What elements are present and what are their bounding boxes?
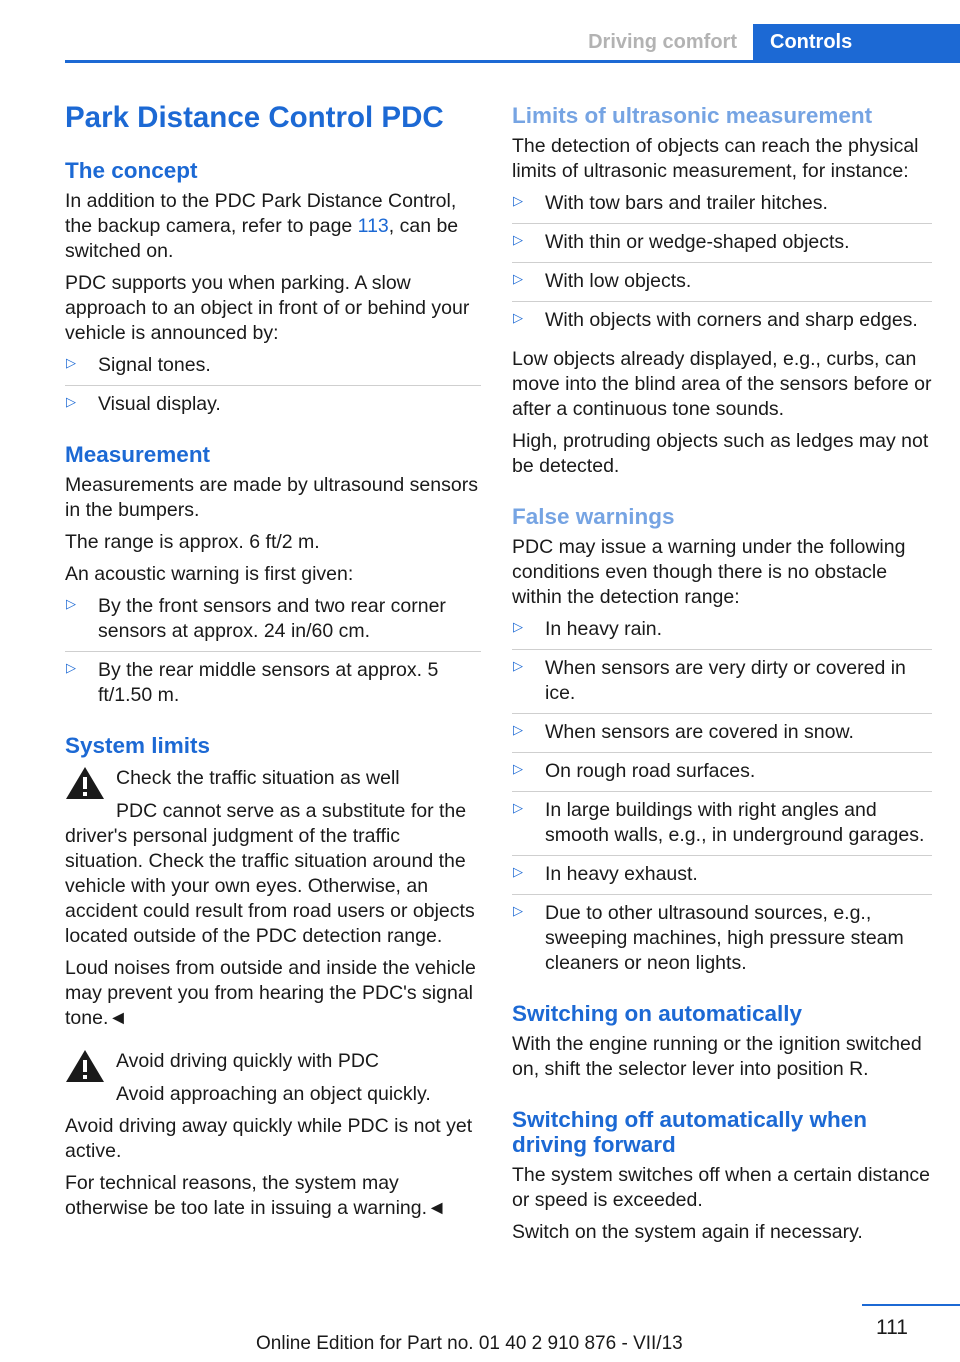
header-rule <box>65 60 960 63</box>
header-tabs <box>568 24 960 61</box>
header-section: Driving comfort <box>568 24 753 61</box>
system-limits-paragraph-2: Avoid driving away quickly while PDC is not yet active. <box>65 1115 473 1162</box>
footer-rule <box>862 1304 960 1306</box>
bullet-icon: ▷ <box>66 355 76 370</box>
limits-heading: Limits of ultrasonic measurement <box>512 103 873 128</box>
measurement-paragraph-1: Measurements are made by ultrasound sensors in the bumpers. <box>65 474 478 521</box>
limits-paragraph-1: The detection of objects can reach the physical limits of ultrasonic measurement, for instance: <box>512 135 919 182</box>
warning-block-1 <box>65 766 481 949</box>
bullet-icon: ▷ <box>513 903 523 918</box>
concept-heading: The concept <box>65 158 198 183</box>
edition-text: Online Edition for Part no. 01 40 2 910 876 - VII/13 <box>256 1333 683 1354</box>
warning-title-2: Avoid driving quickly with PDC <box>116 1050 379 1072</box>
limits-paragraph-3: High, protruding objects such as ledges may not be detected. <box>512 430 929 477</box>
switch-on-paragraph-1: With the engine running or the ignition switched on, shift the selector lever into position R. <box>512 1033 922 1080</box>
warning-block-2 <box>65 1049 481 1107</box>
bullet-icon: ▷ <box>513 193 523 208</box>
bullet-icon: ▷ <box>66 596 76 611</box>
warning-triangle-icon <box>65 766 105 800</box>
bullet-icon: ▷ <box>513 800 523 815</box>
concept-list <box>65 353 481 424</box>
switch-off-paragraph-1: The system switches off when a certain distance or speed is exceeded. <box>512 1164 931 1211</box>
page-link[interactable]: 113 <box>357 215 389 237</box>
bullet-icon: ▷ <box>66 394 76 409</box>
right-column <box>512 103 932 1252</box>
bullet-icon: ▷ <box>513 658 523 673</box>
list-item: ▷ With thin or wedge-shaped objects. <box>512 223 932 262</box>
list-item: ▷ Due to other ultrasound sources, e.g., sweeping machines, high pressure steam cleaners or neon lights. <box>512 894 932 983</box>
warning-body-1: PDC cannot serve as a substitute for the driver's personal judgment of the traffic situation. Check the traffic situation around the vehicle with your own eyes. Otherwise, an accident could result from road users or objects located outside of the PDC detection range. <box>65 800 475 947</box>
concept-paragraph-2: PDC supports you when parking. A slow approach to an object in front of or behind your vehicle is announced by: <box>65 272 470 344</box>
bullet-icon: ▷ <box>513 761 523 776</box>
bullet-icon: ▷ <box>513 864 523 879</box>
list-item: ▷ In heavy exhaust. <box>512 855 932 894</box>
false-warnings-paragraph-1: PDC may issue a warning under the following conditions even though there is no obstacle within the detection range: <box>512 536 906 608</box>
bullet-icon: ▷ <box>513 722 523 737</box>
bullet-icon: ▷ <box>513 271 523 286</box>
system-limits-paragraph-3: For technical reasons, the system may otherwise be too late in issuing a warning.◄ <box>65 1172 447 1219</box>
bullet-icon: ▷ <box>513 619 523 634</box>
list-item: ▷ When sensors are very dirty or covered in ice. <box>512 649 932 713</box>
limits-paragraph-2: Low objects already displayed, e.g., curbs, can move into the blind area of the sensors before or after a continuous tone sounds. <box>512 348 932 420</box>
list-item: ▷ On rough road surfaces. <box>512 752 932 791</box>
measurement-list <box>65 594 481 715</box>
system-limits-paragraph-1: Loud noises from outside and inside the vehicle may prevent you from hearing the PDC's signal tone.◄ <box>65 957 476 1029</box>
false-warnings-list <box>512 617 932 983</box>
bullet-icon: ▷ <box>513 310 523 325</box>
list-item: ▷ With objects with corners and sharp edges. <box>512 301 932 340</box>
list-item: ▷ By the front sensors and two rear corner sensors at approx. 24 in/60 cm. <box>65 594 481 651</box>
measurement-paragraph-3: An acoustic warning is first given: <box>65 563 354 585</box>
system-limits-heading: System limits <box>65 733 211 758</box>
list-item: ▷ When sensors are covered in snow. <box>512 713 932 752</box>
bullet-icon: ▷ <box>513 232 523 247</box>
page-title: Park Distance Control PDC <box>65 101 444 134</box>
concept-paragraph-1: In addition to the PDC Park Distance Control, the backup camera, refer to page 113, can be switched on. <box>65 190 459 262</box>
limits-list <box>512 191 932 340</box>
switch-on-heading: Switching on automatically <box>512 1001 803 1026</box>
bullet-icon: ▷ <box>66 660 76 675</box>
measurement-paragraph-2: The range is approx. 6 ft/2 m. <box>65 531 320 553</box>
list-item: ▷ With low objects. <box>512 262 932 301</box>
list-item: ▷ By the rear middle sensors at approx. 5 ft/1.50 m. <box>65 651 481 715</box>
header-chapter: Controls <box>753 24 960 61</box>
warning-body-2: Avoid approaching an object quickly. <box>116 1083 431 1105</box>
switch-off-paragraph-2: Switch on the system again if necessary. <box>512 1221 863 1243</box>
list-item: ▷ In large buildings with right angles and smooth walls, e.g., in underground garages. <box>512 791 932 855</box>
left-column <box>65 100 481 1228</box>
measurement-heading: Measurement <box>65 442 211 467</box>
list-item: ▷ Visual display. <box>65 385 481 424</box>
false-warnings-heading: False warnings <box>512 504 675 529</box>
warning-title-1: Check the traffic situation as well <box>116 767 400 789</box>
list-item: ▷ Signal tones. <box>65 353 481 385</box>
list-item: ▷ In heavy rain. <box>512 617 932 649</box>
switch-off-heading: Switching off automatically when driving forward <box>512 1107 868 1157</box>
list-item: ▷ With tow bars and trailer hitches. <box>512 191 932 223</box>
page-number: 111 <box>876 1316 908 1339</box>
warning-triangle-icon <box>65 1049 105 1083</box>
